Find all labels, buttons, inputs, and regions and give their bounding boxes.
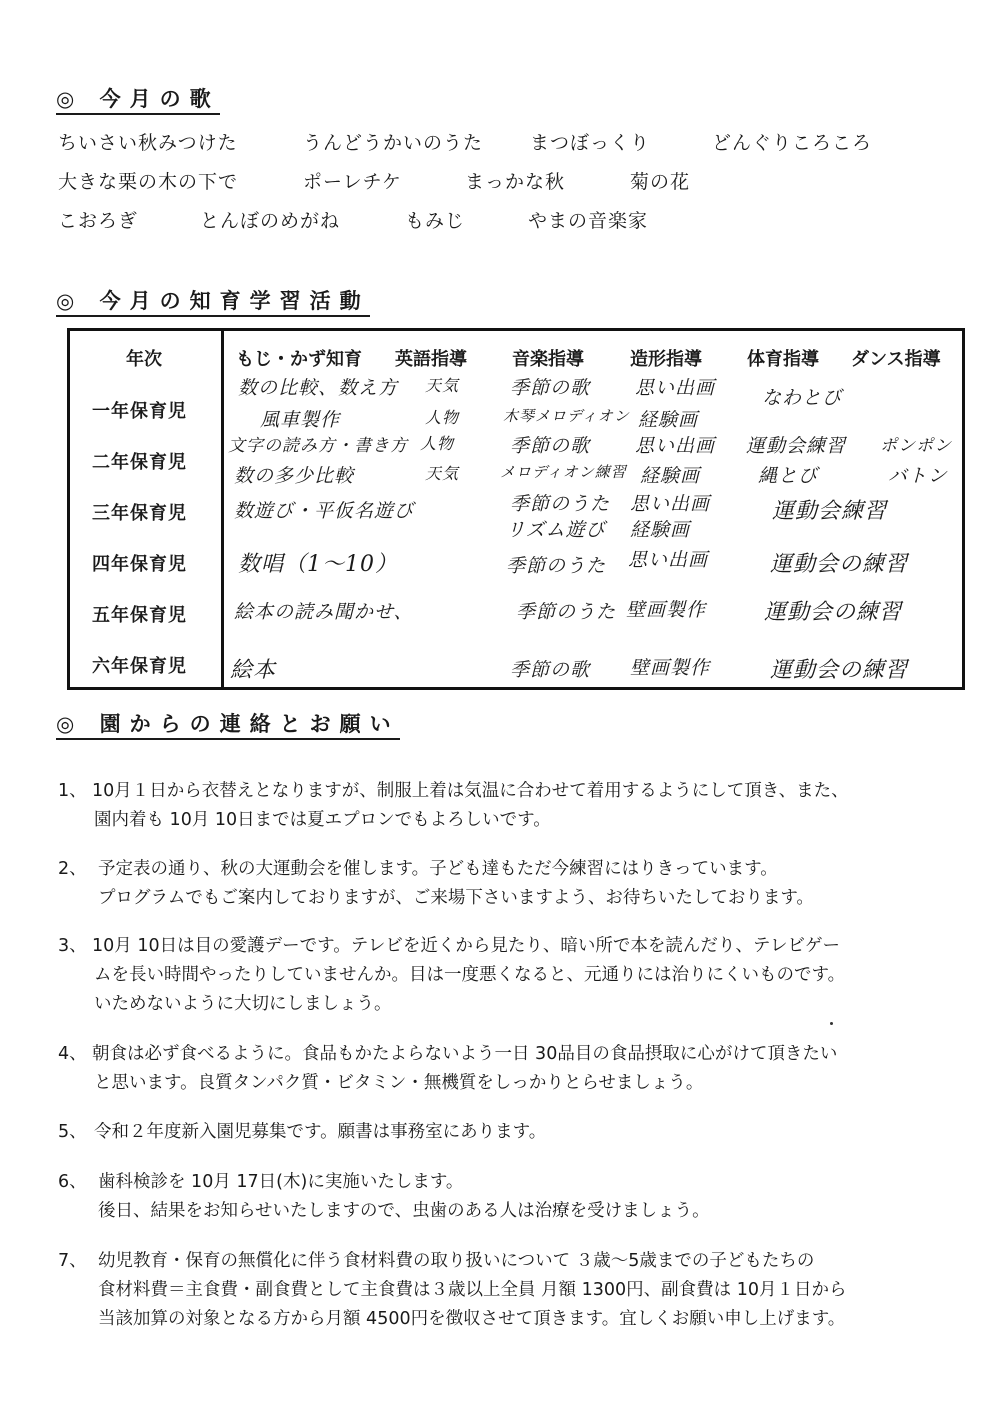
row-year-1: 一年保育児 xyxy=(92,401,187,422)
notice-line: 予定表の通り、秋の大運動会を催します。子ども達もただ今練習にはりきっています。 xyxy=(98,859,778,879)
song-item: こおろぎ xyxy=(58,210,139,232)
notice-number: 4、 xyxy=(58,1044,87,1064)
header-ongaku: 音楽指導 xyxy=(512,349,584,370)
notice-line: 令和２年度新入園児募集です。願書は事務室にあります。 xyxy=(94,1122,547,1142)
row-year-5: 五年保育児 xyxy=(92,605,187,626)
row-year-3: 三年保育児 xyxy=(92,503,187,524)
songs-heading: ◎ 今月の歌 xyxy=(56,86,220,115)
cell-zoukei: 壁画製作 xyxy=(630,657,711,679)
cell-ongaku: 季節のうた xyxy=(516,601,617,623)
table-divider xyxy=(221,331,224,687)
cell-taiiku: なわとび xyxy=(762,387,843,409)
song-item: もみじ xyxy=(405,210,466,232)
notice-number: 5、 xyxy=(58,1122,87,1142)
cell-ongaku: メロディオン練習 xyxy=(500,463,627,481)
notice-line: 歯科検診を 10月 17日(木)に実施いたします。 xyxy=(98,1172,464,1192)
cell-taiiku: 縄とび xyxy=(758,465,819,487)
notice-item-2 xyxy=(58,855,978,913)
cell-zoukei: 思い出画 xyxy=(630,493,711,515)
cell-zoukei: 経験画 xyxy=(640,465,701,487)
cell-moji: 文字の読み方・書き方 xyxy=(228,436,408,456)
song-item: やまの音楽家 xyxy=(528,210,649,232)
cell-eigo: 天気 xyxy=(425,376,460,395)
header-moji: もじ・かず知育 xyxy=(236,349,362,370)
cell-ongaku: 季節の歌 xyxy=(510,435,591,457)
cell-taiiku: 運動会の練習 xyxy=(770,658,909,683)
cell-eigo: 人物 xyxy=(420,434,455,453)
song-item: うんどうかいのうた xyxy=(303,132,484,154)
cell-eigo: 天気 xyxy=(425,464,460,483)
song-item: 大きな栗の木の下で xyxy=(58,171,239,193)
cell-ongaku: 季節のうた xyxy=(506,555,607,577)
cell-dance: バトン xyxy=(888,465,948,487)
notice-line: いためないように大切にしましょう。 xyxy=(94,994,392,1014)
song-item: まっかな秋 xyxy=(465,171,566,193)
notice-line: プログラムでもご案内しておりますが、ご来場下さいますよう、お待ちいたしております。 xyxy=(98,888,814,908)
notice-item-7 xyxy=(58,1247,978,1334)
notice-line: と思います。良質タンパク質・ビタミン・無機質をしっかりとらせましょう。 xyxy=(94,1073,704,1093)
activities-heading: ◎ 今月の知育学習活動 xyxy=(56,288,370,317)
cell-taiiku: 運動会の練習 xyxy=(764,600,903,625)
notices-heading: ◎ 園からの連絡とお願い xyxy=(56,711,400,740)
notice-number: 7、 xyxy=(58,1251,87,1271)
header-year: 年次 xyxy=(126,349,162,370)
header-dance: ダンス指導 xyxy=(851,349,941,370)
cell-moji: 数唱（1〜10） xyxy=(238,552,398,577)
notice-line: 園内着も 10月 10日までは夏エプロンでもよろしいです。 xyxy=(94,810,551,830)
header-zoukei: 造形指導 xyxy=(630,349,702,370)
cell-ongaku: 季節の歌 xyxy=(510,377,591,399)
cell-moji: 絵本の読み聞かせ、 xyxy=(234,601,414,623)
notice-item-3 xyxy=(58,932,978,1019)
cell-moji: 数の比較、数え方 xyxy=(238,377,399,399)
notice-line: ムを長い時間やったりしていませんか。目は一度悪くなると、元通りには治りにくいものです。 xyxy=(94,965,846,985)
song-item: とんぼのめがね xyxy=(200,210,341,232)
cell-taiiku: 運動会練習 xyxy=(772,499,888,524)
song-item: どんぐりころころ xyxy=(712,132,873,154)
row-year-6: 六年保育児 xyxy=(92,656,187,677)
cell-zoukei: 思い出画 xyxy=(635,377,716,399)
notice-item-5 xyxy=(58,1118,978,1147)
cell-ongaku: 季節のうた xyxy=(510,493,611,515)
cell-zoukei: 経験画 xyxy=(630,519,691,541)
cell-ongaku: リズム遊び xyxy=(506,519,606,541)
notice-number: 6、 xyxy=(58,1172,87,1192)
cell-ongaku: 季節の歌 xyxy=(510,659,591,681)
cell-zoukei: 経験画 xyxy=(638,409,699,431)
activities-table xyxy=(67,328,965,690)
song-item: ちいさい秋みつけた xyxy=(58,132,238,154)
cell-zoukei: 壁画製作 xyxy=(626,599,707,621)
cell-moji: 風車製作 xyxy=(260,409,341,431)
scan-speck xyxy=(830,1022,833,1025)
cell-ongaku: 木琴メロディオン xyxy=(503,407,630,425)
notice-item-6 xyxy=(58,1168,978,1226)
notice-number: 1、 xyxy=(58,781,87,801)
notice-number: 2、 xyxy=(58,859,87,879)
notice-item-1 xyxy=(58,777,978,835)
cell-zoukei: 思い出画 xyxy=(628,549,709,571)
notice-line: 10月 10日は目の愛護デーです。テレビを近くから見たり、暗い所で本を読んだり、テレビゲー xyxy=(92,936,840,956)
cell-eigo: 人物 xyxy=(425,408,460,427)
cell-moji: 絵本 xyxy=(230,658,277,683)
cell-dance: ポンポン xyxy=(880,436,952,456)
notice-line: 食材料費＝主食費・副食費として主食費は３歳以上全員 月額 1300円、副食費は 10月１日から xyxy=(98,1280,847,1300)
cell-taiiku: 運動会の練習 xyxy=(770,552,909,577)
notice-line: 当該加算の対象となる方から月額 4500円を徴収させて頂きます。宜しくお願い申し上げます。 xyxy=(98,1309,846,1329)
header-taiiku: 体育指導 xyxy=(747,349,819,370)
header-eigo: 英語指導 xyxy=(395,349,467,370)
row-year-2: 二年保育児 xyxy=(92,452,187,473)
song-item: ポーレチケ xyxy=(303,171,402,193)
cell-moji: 数遊び・平仮名遊び xyxy=(234,500,415,522)
cell-moji: 数の多少比較 xyxy=(234,465,355,487)
song-item: まつぼっくり xyxy=(530,132,651,154)
cell-taiiku: 運動会練習 xyxy=(746,435,847,457)
notice-number: 3、 xyxy=(58,936,87,956)
notice-line: 幼児教育・保育の無償化に伴う食材料費の取り扱いについて ３歳〜5歳までの子どもたちの xyxy=(98,1251,815,1271)
notice-line: 朝食は必ず食べるように。食品もかたよらないよう一日 30品目の食品摂取に心がけて頂きたい xyxy=(92,1044,838,1064)
row-year-4: 四年保育児 xyxy=(92,554,187,575)
cell-zoukei: 思い出画 xyxy=(635,435,716,457)
notice-line: 10月１日から衣替えとなりますが、制服上着は気温に合わせて着用するようにして頂き、また、 xyxy=(92,781,849,801)
notice-item-4 xyxy=(58,1040,978,1098)
song-item: 菊の花 xyxy=(630,171,691,193)
notice-line: 後日、結果をお知らせいたしますので、虫歯のある人は治療を受けましょう。 xyxy=(98,1201,710,1221)
